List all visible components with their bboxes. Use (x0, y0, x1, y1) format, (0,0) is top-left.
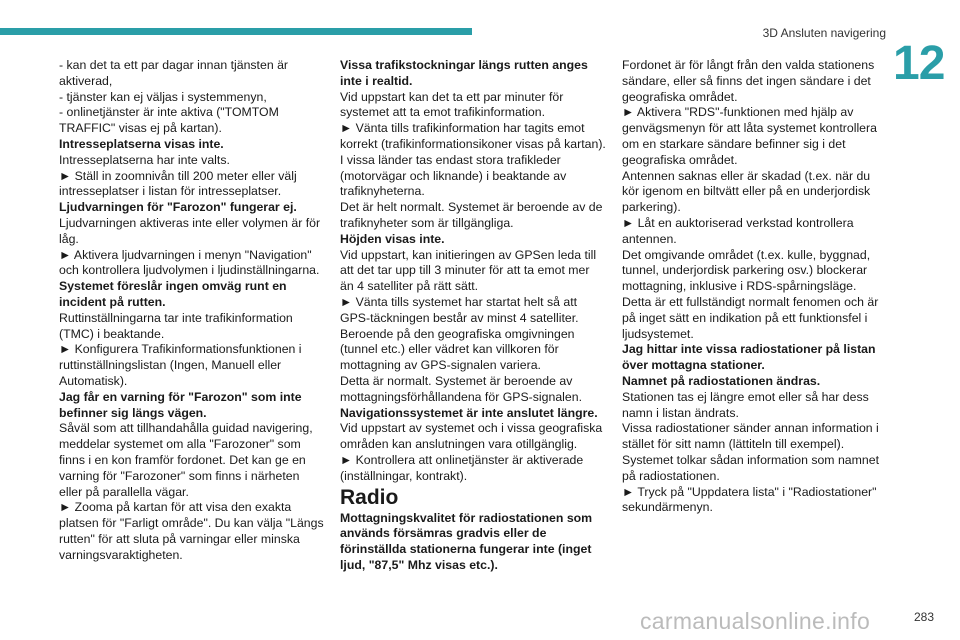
body-paragraph: Systemet tolkar sådan information som namnet på radiostationen. (622, 452, 879, 483)
issue-heading: Namnet på radiostationen ändras. (622, 373, 821, 388)
body-paragraph: Intresseplatserna har inte valts. (59, 152, 230, 167)
body-paragraph: Vid uppstart, kan initieringen av GPSen leda till att det tar upp till 3 minuter för att ta emot mer än 4 satelliter på rätt sätt. (340, 247, 597, 294)
section-title: 3D Ansluten navigering (762, 26, 886, 40)
issue-heading: Systemet föreslår ingen omväg runt en incident på rutten. (59, 279, 287, 309)
body-paragraph: Vid uppstart kan det ta ett par minuter för systemet att ta emot trafikinformation. (340, 89, 564, 120)
body-paragraph: Ljudvarningen aktiveras inte eller volymen är för låg. (59, 215, 321, 246)
body-paragraph: I vissa länder tas endast stora trafikleder (motorvägar och liknande) i beaktande av trafiknyheterna. (340, 152, 567, 199)
body-paragraph: - tjänster kan ej väljas i systemmenyn, (59, 89, 267, 104)
issue-heading: Intresseplatserna visas inte. (59, 136, 224, 151)
body-paragraph: Stationen tas ej längre emot eller så har dess namn i listan ändrats. (622, 389, 869, 420)
header-accent-bar (0, 28, 472, 35)
body-paragraph: Antennen saknas eller är skadad (t.ex. när du kör igenom en biltvätt eller på en underjordisk parkering). (622, 168, 871, 215)
issue-heading: Jag får en varning för "Farozon" som inte befinner sig längs vägen. (59, 389, 302, 420)
body-paragraph: Ruttinställningarna tar inte trafikinformation (TMC) i beaktande. (59, 310, 293, 341)
issue-heading: Jag hittar inte vissa radiostationer på listan över mottagna stationer. (622, 342, 876, 373)
body-paragraph: Såväl som att tillhandahålla guidad navigering, meddelar systemet om alla "Farozoner" som finns i en kon framför fordonet. Det kan ge en varning för "Farozoner" som finns i närheten eller på parallella vägar. (59, 421, 313, 499)
body-paragraph: Fordonet är för långt från den valda stationens sändare, eller så finns det ingen sändare i det geografiska området. (622, 58, 875, 104)
body-paragraph: - onlinetjänster är inte aktiva ("TOMTOM TRAFFIC" visas ej på kartan). (59, 105, 279, 136)
body-paragraph: ► Tryck på "Uppdatera lista" i "Radiostationer" sekundärmenyn. (622, 484, 877, 515)
body-paragraph: - kan det ta ett par dagar innan tjänsten är aktiverad, (59, 58, 289, 88)
issue-heading: Höjden visas inte. (340, 231, 445, 246)
body-paragraph: ► Vänta tills systemet har startat helt så att GPS-täckningen består av minst 4 satelliter. (340, 294, 579, 325)
text-column-3 (622, 58, 884, 516)
body-paragraph: ► Låt en auktoriserad verkstad kontrollera antennen. (622, 215, 854, 246)
issue-heading: Ljudvarningen för "Farozon" fungerar ej. (59, 200, 297, 215)
body-paragraph: Det är helt normalt. Systemet är beroende av de trafiknyheter som är tillgängliga. (340, 200, 603, 230)
issue-heading: Mottagningskvalitet för radiostationen som används försämras gradvis eller de förinställda stationerna fungerar inte (inget ljud, "87,5" Mhz visas etc.). (340, 510, 593, 572)
body-paragraph: ► Aktivera "RDS"-funktionen med hjälp av genvägsmenyn för att låta systemet kontrollera om en starkare sändare befinner sig i det geografiska området. (622, 105, 877, 167)
body-paragraph: ► Zooma på kartan för att visa den exakta platsen för "Farligt område". Du kan välja "Längs rutten" för att sluta på varningar eller minska varningsvaraktigheten. (59, 500, 324, 562)
section-heading: Radio (340, 485, 399, 509)
body-paragraph: ► Aktivera ljudvarningen i menyn "Navigation" och kontrollera ljudvolymen i ljudinställningarna. (59, 247, 320, 278)
text-column-1 (59, 58, 325, 564)
watermark: carmanualsonline.info (640, 608, 871, 634)
body-paragraph: ► Konfigurera Trafikinformationsfunktionen i ruttinställningslistan (Ingen, Manuell eller Automatisk). (59, 342, 302, 388)
issue-heading: Navigationssystemet är inte anslutet längre. (340, 405, 598, 420)
issue-heading: Vissa trafikstockningar längs rutten anges inte i realtid. (340, 58, 588, 88)
body-paragraph: Detta är ett fullständigt normalt fenomen och är på inget sätt en indikation på ett funktionsfel i ljudsystemet. (622, 294, 879, 341)
text-column-2 (340, 58, 606, 574)
body-paragraph: ► Vänta tills trafikinformation har tagits emot korrekt (trafikinformationsikoner visas på kartan). (340, 121, 606, 151)
body-paragraph: Vissa radiostationer sänder annan information i stället för sitt namn (lättiteln till exempel). (622, 421, 879, 452)
page-number: 283 (914, 610, 935, 624)
body-paragraph: ► Kontrollera att onlinetjänster är aktiverade (inställningar, kontrakt). (340, 452, 584, 483)
body-paragraph: Vid uppstart av systemet och i vissa geografiska områden kan anslutningen vara otillgänglig. (340, 421, 603, 452)
body-paragraph: Beroende på den geografiska omgivningen (tunnel etc.) eller vädret kan villkoren för mottagning av GPS-signalen variera. (340, 326, 575, 373)
chapter-number: 12 (893, 37, 945, 90)
body-paragraph: Det omgivande området (t.ex. kulle, byggnad, tunnel, underjordisk parkering osv.) blockerar mottagning, inklusive i RDS-spårningsläge. (622, 247, 871, 294)
body-paragraph: Detta är normalt. Systemet är beroende av mottagningsförhållandena för GPS-signalen. (340, 373, 582, 404)
body-paragraph: ► Ställ in zoomnivån till 200 meter eller välj intresseplatser i listan för intresseplatser. (59, 168, 297, 199)
